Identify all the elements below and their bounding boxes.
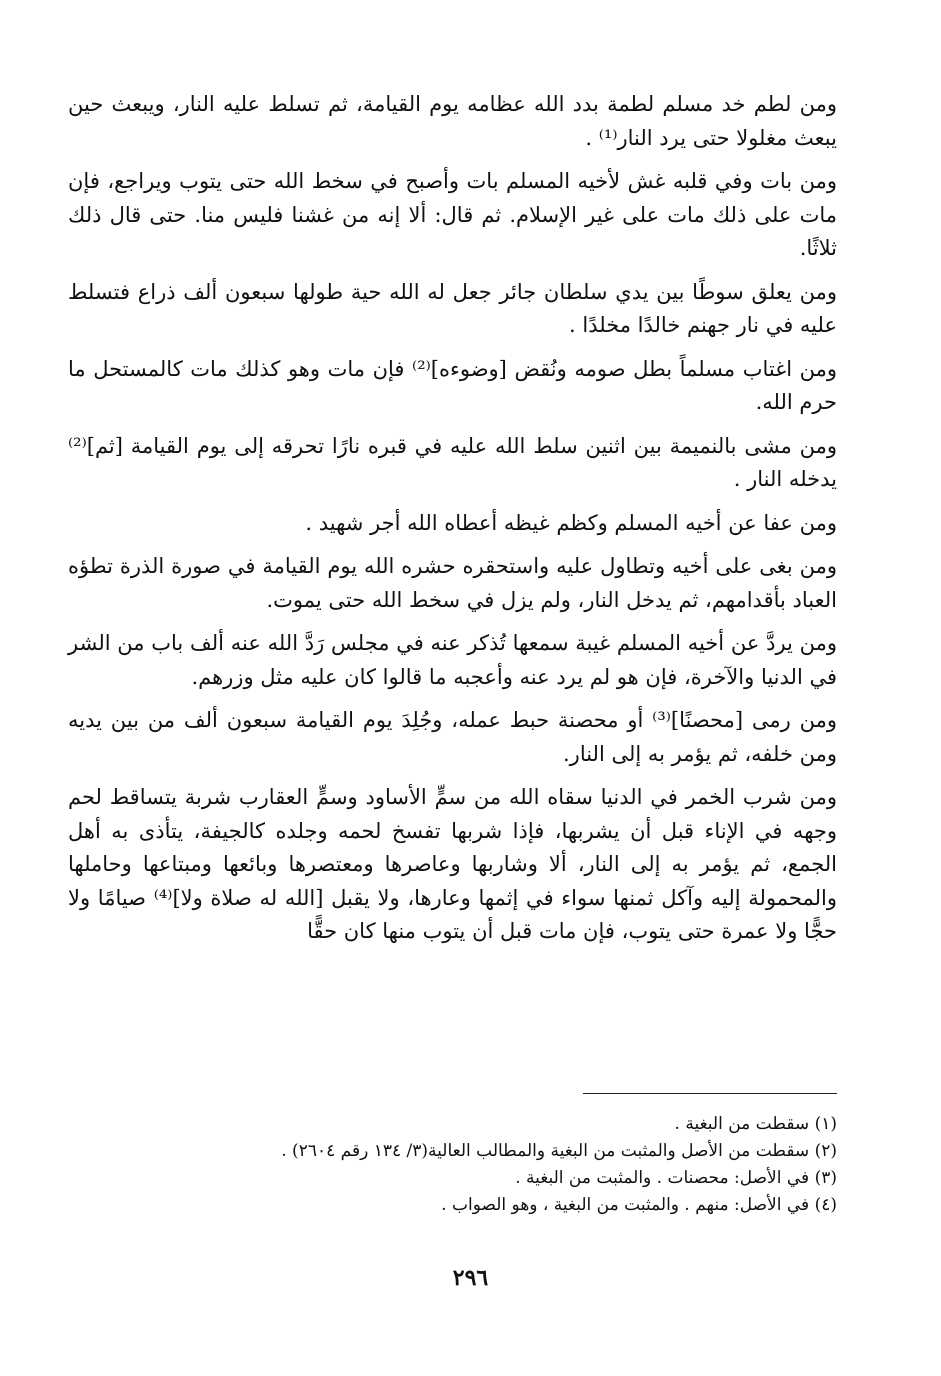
footnote-4: (٤) في الأصل: منهم . والمثبت من البغية ، وهو الصواب .: [441, 1195, 837, 1215]
paragraph-1: ومن لطم خد مسلم لطمة بدد الله عظامه يوم القيامة، ثم تسلط عليه النار، ويبعث حين يبعث مغلولا حتى يرد النار⁽¹⁾ .: [68, 92, 837, 150]
main-text: [68, 88, 837, 959]
paragraph-2: ومن بات وفي قلبه غش لأخيه المسلم بات وأصبح في سخط الله حتى يتوب ويراجع، فإن مات على ذلك مات على غير الإسلام. ثم قال: ألا إنه من غشنا فليس منا. حتى قال ذلك ثلاثًا.: [68, 169, 837, 260]
page-number: ٢٩٦: [452, 1265, 489, 1291]
paragraph-9: ومن رمى [محصنًا]⁽³⁾ أو محصنة حبط عمله، وجُلِدَ يوم القيامة سبعون ألف من بين يديه ومن خلفه، ثم يؤمر به إلى النار.: [68, 708, 837, 766]
footnote-separator: [583, 1093, 837, 1094]
paragraph-7: ومن بغى على أخيه وتطاول عليه واستحقره حشره الله يوم القيامة في صورة الذرة تطؤه العباد بأقدامهم، ثم يدخل النار، ولم يزل في سخط الله حتى يموت.: [68, 554, 837, 612]
footnote-2: (٢) سقطت من الأصل والمثبت من البغية والمطالب العالية(٣/ ١٣٤ رقم ٢٦٠٤) .: [281, 1141, 837, 1161]
footnotes: [68, 1111, 837, 1219]
paragraph-8: ومن يردَّ عن أخيه المسلم غيبة سمعها تُذكر عنه في مجلس رَدَّ الله عنه ألف باب من الشر في الدنيا والآخرة، فإن هو لم يرد عنه وأعجبه ما قالوا كان عليه مثل وزرهم.: [68, 631, 837, 689]
footnote-3: (٣) في الأصل: محصنات . والمثبت من البغية .: [515, 1168, 837, 1188]
paragraph-10: ومن شرب الخمر في الدنيا سقاه الله من سمٍّ الأساود وسمٍّ العقارب شربة يتساقط لحم وجهه في الإناء قبل أن يشربها، فإذا شربها تفسخ لحمه وجلده كالجيفة، يتأذى به أهل الجمع، ثم يؤمر به إلى النار، ألا وشاربها وعاصرها ومعتصرها وبائعها ومبتاعها وحاملها والمحمولة إليه وآكل ثمنها سواء في إثمها وعارها، ولا يقبل [الله له صلاة ولا]⁽⁴⁾ صيامًا ولا حجًّا ولا عمرة حتى يتوب، فإن مات قبل أن يتوب منها كان حقًّا: [68, 785, 837, 943]
paragraph-3: ومن يعلق سوطًا بين يدي سلطان جائر جعل له الله حية طولها سبعون ألف ذراع فتسلط عليه في نار جهنم خالدًا مخلدًا .: [68, 279, 837, 337]
paragraph-6: ومن عفا عن أخيه المسلم وكظم غيظه أعطاه الله أجر شهيد .: [305, 510, 837, 535]
footnote-1: (١) سقطت من البغية .: [674, 1114, 837, 1134]
paragraph-4: ومن اغتاب مسلماً بطل صومه ونُقض [وضوءه]⁽²⁾ فإن مات وهو كذلك مات كالمستحل ما حرم الله.: [68, 356, 838, 414]
paragraph-5: ومن مشى بالنميمة بين اثنين سلط الله عليه في قبره نارًا تحرقه إلى يوم القيامة [ثم]⁽²⁾ يدخله النار .: [68, 433, 837, 491]
